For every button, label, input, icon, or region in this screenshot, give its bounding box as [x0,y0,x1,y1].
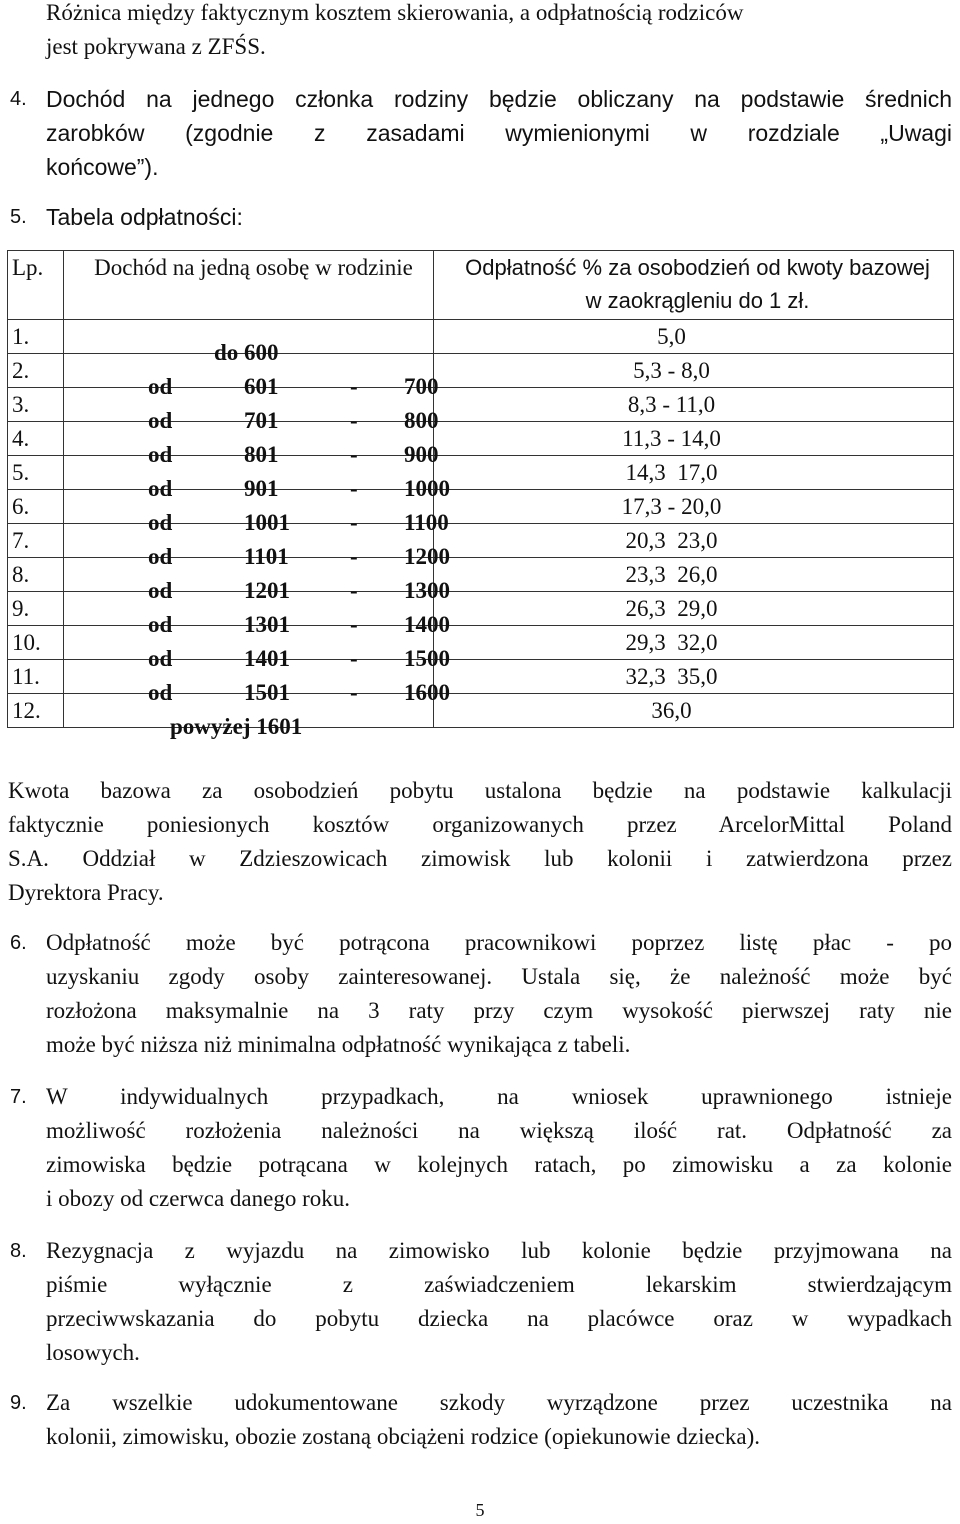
row-lp-cell: 5. [8,456,64,490]
row-lp-cell: 2. [8,354,64,388]
income-dash: - [350,679,358,705]
item-line: rozłożona maksymalnie na 3 raty przy czym wysokość pierwszej raty nie [46,998,952,1023]
item-line: zarobków (zgodnie z zasadami wymienionymi w rozdziale „Uwagi [46,120,952,146]
income-dash: - [350,475,358,501]
row-fee-cell: 11,3 - 14,0 [434,422,954,456]
income-to: 700 [404,373,439,399]
income-prefix: od [148,475,173,501]
table-row [8,592,954,626]
row-fee-cell: 20,3 23,0 [434,524,954,558]
header-fee: Odpłatność % za osobodzień od kwoty bazowej w zaokrągleniu do 1 zł. [434,251,954,320]
row-lp-cell: 10. [8,626,64,660]
row-income-cell [64,320,434,365]
intro-paragraph [46,0,952,64]
income-range: powyżej 1601 [170,713,303,739]
income-prefix: od [148,611,173,637]
table-row [8,456,954,490]
base-amount-paragraph [8,774,952,910]
row-income-cell [64,660,450,705]
income-to: 1200 [404,543,450,569]
income-prefix: od [148,645,173,671]
item-7 [10,1080,952,1216]
income-prefix: od [148,407,173,433]
item-line: zimowiska będzie potrącana w kolejnych ratach, po zimowisku a za kolonie [46,1152,952,1177]
row-fee-cell: 8,3 - 11,0 [434,388,954,422]
income-to: 900 [404,441,439,467]
item-number: 8. [10,1240,27,1262]
income-from: 1201 [244,577,290,603]
item-number: 7. [10,1086,27,1108]
row-fee-cell: 26,3 29,0 [434,592,954,626]
row-lp-cell: 3. [8,388,64,422]
row-lp-cell: 7. [8,524,64,558]
header-lp: Lp. [8,251,64,320]
item-line: piśmie wyłącznie z zaświadczeniem lekarskim stwierdzającym [46,1272,952,1297]
income-prefix: od [148,679,173,705]
table-row [8,660,954,694]
income-dash: - [350,543,358,569]
item-line: Tabela odpłatności: [46,204,243,230]
income-from: 1301 [244,611,290,637]
row-fee-cell: 36,0 [434,694,954,728]
income-from: 601 [244,373,279,399]
table-row [8,558,954,592]
income-dash: - [350,577,358,603]
item-line: może być niższa niż minimalna odpłatność wynikająca z tabeli. [46,1032,631,1057]
income-from: 701 [244,407,279,433]
income-from: 1001 [244,509,290,535]
row-income-cell [64,524,450,569]
row-income-cell [64,422,439,467]
row-fee-cell: 23,3 26,0 [434,558,954,592]
income-dash: - [350,373,358,399]
item-line: przeciwwskazania do pobytu dziecka na placówce oraz w wypadkach [46,1306,952,1331]
income-to: 1300 [404,577,450,603]
income-to: 1000 [404,475,450,501]
item-line: kolonii, zimowisku, obozie zostaną obciążeni rodzice (opiekunowie dziecka). [46,1424,761,1449]
item-4 [10,82,952,184]
table-row [8,388,954,422]
item-line: Za wszelkie udokumentowane szkody wyrządzone przez uczestnika na [46,1390,952,1415]
income-range: do 600 [214,339,279,365]
row-income-cell [64,490,449,535]
row-lp-cell: 11. [8,660,64,694]
header-income: Dochód na jedną osobę w rodzinie [64,251,434,320]
paragraph-line: Kwota bazowa za osobodzień pobytu ustalona będzie na podstawie kalkulacji [8,778,952,803]
item-line: Rezygnacja z wyjazdu na zimowisko lub kolonie będzie przyjmowana na [46,1238,952,1263]
table-row [8,422,954,456]
income-prefix: od [148,509,173,535]
income-from: 801 [244,441,279,467]
income-prefix: od [148,577,173,603]
row-fee-cell: 32,3 35,0 [434,660,954,694]
income-to: 1500 [404,645,450,671]
item-line: losowych. [46,1340,140,1365]
item-line: końcowe”). [46,154,159,180]
item-9 [10,1386,952,1454]
income-dash: - [350,407,358,433]
row-lp-cell: 6. [8,490,64,524]
table-row [8,626,954,660]
income-to: 1400 [404,611,450,637]
item-number: 6. [10,932,27,954]
income-from: 1501 [244,679,290,705]
row-fee-cell: 5,3 - 8,0 [434,354,954,388]
income-dash: - [350,441,358,467]
row-lp-cell: 9. [8,592,64,626]
income-prefix: od [148,543,173,569]
item-number: 9. [10,1392,27,1414]
intro-line: jest pokrywana z ZFŚS. [46,34,266,59]
income-from: 1101 [244,543,289,569]
item-8 [10,1234,952,1370]
income-to: 1600 [404,679,450,705]
row-income-cell [64,558,450,603]
paragraph-line: S.A. Oddział w Zdzieszowicach zimowisk lub kolonii i zatwierdzona przez [8,846,952,871]
income-dash: - [350,645,358,671]
table-row [8,524,954,558]
table-header-row [8,251,954,320]
row-income-cell [64,354,439,399]
income-dash: - [350,509,358,535]
item-line: możliwość rozłożenia należności na większą ilość rat. Odpłatność za [46,1118,952,1143]
row-fee-cell: 29,3 32,0 [434,626,954,660]
row-income-cell [64,626,450,671]
table-row [8,694,954,728]
item-line: Odpłatność może być potrącona pracownikowi poprzez listę płac - po [46,930,952,955]
table-row [8,354,954,388]
income-prefix: od [148,373,173,399]
fee-table [7,250,954,739]
income-dash: - [350,611,358,637]
page-number: 5 [475,1500,485,1520]
income-to: 1100 [404,509,449,535]
row-lp-cell: 8. [8,558,64,592]
row-fee-cell: 17,3 - 20,0 [434,490,954,524]
paragraph-line: Dyrektora Pracy. [8,880,164,905]
row-income-cell [64,694,434,739]
item-5 [10,200,952,234]
income-to: 800 [404,407,439,433]
row-fee-cell: 5,0 [434,320,954,354]
item-number: 5. [10,206,27,228]
income-from: 1401 [244,645,290,671]
paragraph-line: faktycznie poniesionych kosztów organizowanych przez ArcelorMittal Poland [8,812,952,837]
row-income-cell [64,592,450,637]
row-lp-cell: 1. [8,320,64,354]
item-line: W indywidualnych przypadkach, na wniosek uprawnionego istnieje [46,1084,952,1109]
row-lp-cell: 12. [8,694,64,728]
income-from: 901 [244,475,279,501]
item-line: i obozy od czerwca danego roku. [46,1186,350,1211]
item-line: Dochód na jednego członka rodziny będzie obliczany na podstawie średnich [46,86,952,112]
row-lp-cell: 4. [8,422,64,456]
table-row [8,320,954,354]
row-income-cell [64,388,439,433]
income-prefix: od [148,441,173,467]
item-6 [10,926,952,1062]
item-line: uzyskaniu zgody osoby zainteresowanej. Ustala się, że należność może być [46,964,952,989]
table-row [8,490,954,524]
intro-line: Różnica między faktycznym kosztem skierowania, a odpłatnością rodziców [46,0,744,25]
row-fee-cell: 14,3 17,0 [434,456,954,490]
item-number: 4. [10,88,27,110]
row-income-cell [64,456,450,501]
